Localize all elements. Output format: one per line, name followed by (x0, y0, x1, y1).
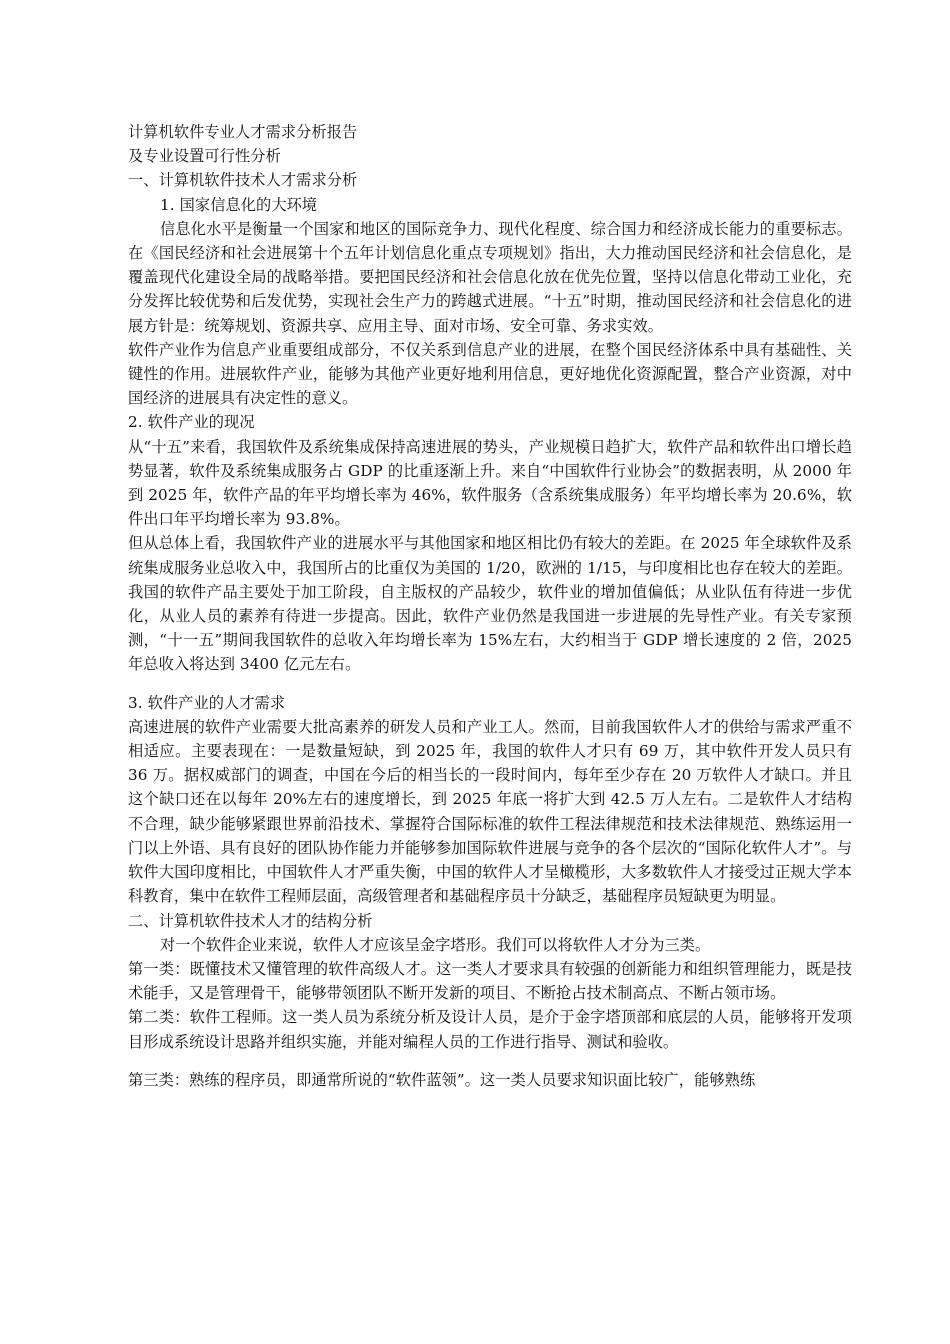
subsection2-paragraph1: 从“十五”来看，我国软件及系统集成保持高速进展的势头，产业规模日趋扩大，软件产品和软件出口增长趋势显著，软件及系统集成服务占 GDP 的比重逐渐上升。来自“中国软件行业协会”的数据表明，从 2000 年到 2025 年，软件产品的年平均增长率为 46%，软件服务（含系统集成服务）年平均增长率为 20.6%，软件出口年平均增长率为 93.8%。 (128, 437, 852, 529)
subsection1-paragraph1: 信息化水平是衡量一个国家和地区的国际竞争力、现代化程度、综合国力和经济成长能力的重要标志。在《国民经济和社会进展第十个五年计划信息化重点专项规划》指出，大力推动国民经济和社会信息化，是覆盖现代化建设全局的战略举措。要把国民经济和社会信息化放在优先位置，坚持以信息化带动工业化，充分发挥比较优势和后发优势，实现社会生产力的跨越式进展。“十五”时期，推动国民经济和社会信息化的进展方针是：统筹规划、资源共享、应用主导、面对市场、安全可靠、务求实效。 (128, 219, 852, 335)
section2-type2: 第二类：软件工程师。这一类人员为系统分析及设计人员，是介于金字塔顶部和底层的人员，能够将开发项目形成系统设计思路并组织实施，并能对编程人员的工作进行指导、测试和验收。 (128, 1008, 852, 1051)
section2-type1: 第一类：既懂技术又懂管理的软件高级人才。这一类人才要求具有较强的创新能力和组织管理能力，既是技术能手，又是管理骨干，能够带领团队不断开发新的项目、不断抢占技术制高点、不断占领市场。 (128, 959, 852, 1003)
section1-heading: 一、计算机软件技术人才需求分析 (128, 171, 358, 190)
subsection1-heading: 1. 国家信息化的大环境 (160, 195, 318, 214)
subsection3-heading: 3. 软件产业的人才需求 (128, 693, 286, 712)
subsection2-heading: 2. 软件产业的现况 (128, 413, 255, 432)
document-page (128, 120, 852, 1092)
section2-intro: 对一个软件企业来说，软件人才应该呈金字塔形。我们可以将软件人才分为三类。 (160, 935, 711, 954)
subsection1-paragraph2: 软件产业作为信息产业重要组成部分，不仅关系到信息产业的进展，在整个国民经济体系中具有基础性、关键性的作用。进展软件产业，能够为其他产业更好地利用信息，更好地优化资源配置，整合产业资源，对中国经济的进展具有决定性的意义。 (128, 340, 852, 408)
document-title-line2: 及专业设置可行性分析 (128, 147, 281, 166)
subsection3-paragraph1: 高速进展的软件产业需要大批高素养的研发人员和产业工人。然而，目前我国软件人才的供给与需求严重不相适应。主要表现在：一是数量短缺，到 2025 年，我国的软件人才只有 69 万，其中软件开发人员只有 36 万。据权威部门的调查，中国在今后的相当长的一段时间内，每年至少存在 20 万软件人才缺口。并且这个缺口还在以每年 20%左右的速度增长，到 2025 年底一将扩大到 42.5 万人左右。二是软件人才结构不合理，缺少能够紧跟世界前沿技术、掌握符合国际标准的软件工程法律规范和技术法律规范、熟练运用一门以上外语、具有良好的团队协作能力并能够参加国际软件进展与竞争的各个层次的“国际化软件人才”。与软件大国印度相比，中国软件人才严重失衡，中国的软件人才呈橄榄形，大多数软件人才接受过正规大学本科教育，集中在软件工程师层面，高级管理者和基础程序员十分缺乏，基础程序员短缺更为明显。 (128, 717, 852, 906)
paragraph-spacer (128, 677, 852, 691)
section2-heading: 二、计算机软件技术人才的结构分析 (128, 911, 373, 930)
paragraph-spacer (128, 1054, 852, 1068)
section2-type3: 第三类：熟练的程序员，即通常所说的“软件蓝领”。这一类人员要求知识面比较广，能够熟练 (128, 1070, 756, 1089)
document-title-line1: 计算机软件专业人才需求分析报告 (128, 123, 358, 141)
subsection2-paragraph2: 但从总体上看，我国软件产业的进展水平与其他国家和地区相比仍有较大的差距。在 2025 年全球软件及系统集成服务业总收入中，我国所占的比重仅为美国的 1/20，欧洲的 1/15，与印度相比也存在较大的差距。我国的软件产品主要处于加工阶段，自主版权的产品较少，软件业的增加值偏低；从业队伍有待进一步优化，从业人员的素养有待进一步提高。因此，软件产业仍然是我国进一步进展的先导性产业。有关专家预测，“十一五”期间我国软件的总收入年均增长率为 15%左右，大约相当于 GDP 增长速度的 2 倍，2025 年总收入将达到 3400 亿元左右。 (128, 534, 852, 674)
